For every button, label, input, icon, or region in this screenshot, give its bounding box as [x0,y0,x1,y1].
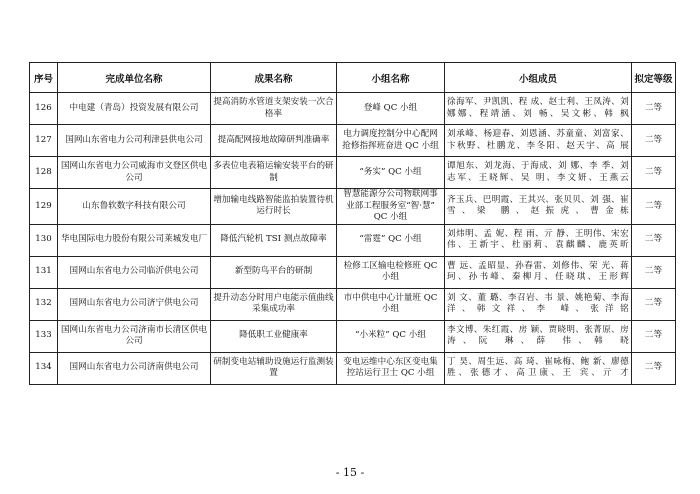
cell-unit: 华电国际电力股份有限公司莱城发电厂 [58,224,211,256]
cell-grade: 二等 [632,256,676,288]
cell-project: 提升动态分时用户电能示值曲线采集成功率 [211,288,337,320]
header-group: 小组名称 [337,63,445,93]
cell-unit: 国网山东省电力公司利津县供电公司 [58,125,211,157]
cell-grade: 二等 [632,320,676,352]
table-row [30,93,676,125]
cell-members: 丁 昊、周生远、高 琦、崔咏梅、鲍 新、廖德胜、张德才、高卫康、王 宾、亓 才 [445,352,632,384]
cell-group: 电力调度控制分中心配网抢修指挥班奋进 QC 小组 [337,125,445,157]
cell-grade: 二等 [632,224,676,256]
cell-grade: 二等 [632,157,676,189]
cell-unit: 中电建（青岛）投资发展有限公司 [58,93,211,125]
cell-unit: 山东鲁软数字科技有限公司 [58,189,211,225]
table-row [30,320,676,352]
cell-project: 提高配网接地故障研判准确率 [211,125,337,157]
cell-members: 刘炜明、孟 妮、程 雨、亓 静、王明伟、宋宏伟、王新宇、杜丽莉、袁麒麟、鹿英昕 [445,224,632,256]
cell-group: 市中供电中心计量班 QC 小组 [337,288,445,320]
cell-unit: 国网山东省电力公司济宁供电公司 [58,288,211,320]
cell-num: 134 [30,352,58,384]
table-row [30,157,676,189]
cell-project: 降低职工业健康率 [211,320,337,352]
cell-project: 多表位电表箱运输安装平台的研制 [211,157,337,189]
header-unit: 完成单位名称 [58,63,211,93]
cell-project: 增加输电线路智能监拍装置待机运行时长 [211,189,337,225]
table-row [30,125,676,157]
cell-group: “小米粒” QC 小组 [337,320,445,352]
cell-num: 129 [30,189,58,225]
cell-group: “雷霆” QC 小组 [337,224,445,256]
table-row [30,224,676,256]
table-row [30,352,676,384]
cell-group: 智慧能源分公司物联网事业部工程服务室“智·慧” QC 小组 [337,189,445,225]
page-number: - 15 - [335,466,365,479]
header-members: 小组成员 [445,63,632,93]
cell-group: “务实” QC 小组 [337,157,445,189]
cell-num: 131 [30,256,58,288]
cell-project: 提高消防水管道支架安装一次合格率 [211,93,337,125]
cell-num: 128 [30,157,58,189]
cell-num: 133 [30,320,58,352]
cell-members: 徐海军、尹凯凯、程 成、赵士利、王凤涛、刘娜娜、程靖涵、刘 畅、吴文彬、韩 枫 [445,93,632,125]
header-project: 成果名称 [211,63,337,93]
cell-members: 齐玉兵、巴明霞、王其兴、张贝贝、刘 强、崔 雪、梁 鹏、赵振虎、曹金栋 [445,189,632,225]
cell-project: 新型防鸟平台的研制 [211,256,337,288]
cell-num: 132 [30,288,58,320]
header-grade: 拟定等级 [632,63,676,93]
table-row [30,189,676,225]
header-num: 序号 [30,63,58,93]
cell-group: 变电运维中心东区变电集控站运行卫士 QC 小组 [337,352,445,384]
cell-num: 130 [30,224,58,256]
cell-group: 登峰 QC 小组 [337,93,445,125]
table-row [30,256,676,288]
table-header-row [30,63,676,93]
cell-members: 曹 远、孟昭显、孙春雷、刘修伟、荣 光、蒋 珂、孙书峰、秦柳月、任晓琪、王形辉 [445,256,632,288]
cell-grade: 二等 [632,352,676,384]
cell-group: 检修工区输电检修班 QC 小组 [337,256,445,288]
cell-num: 126 [30,93,58,125]
cell-num: 127 [30,125,58,157]
cell-grade: 二等 [632,189,676,225]
cell-grade: 二等 [632,93,676,125]
award-table [29,62,676,385]
cell-grade: 二等 [632,125,676,157]
cell-project: 研制变电站辅助设施运行监测装置 [211,352,337,384]
table-row [30,288,676,320]
table-body [30,93,676,385]
cell-members: 谭旭东、刘龙海、于海成、刘 娜、李 季、刘志军、王晓辉、吴 明、李文妍、王燕云 [445,157,632,189]
cell-members: 刘 文、董 璐、李召岩、韦 景、姚艳菊、李海洋、韩文祥、李 峰、张洋铭 [445,288,632,320]
cell-members: 刘承峰、杨迎春、刘恩涵、苏童童、刘富家、卞秋野、杜鹏龙、李冬阳、赵天宇、高 展 [445,125,632,157]
cell-unit: 国网山东省电力公司济南市长清区供电公司 [58,320,211,352]
cell-members: 李文博、朱红霞、房 颖、贾晓明、张菁原、房 涛、阮 琳、薛 伟、韩 晓 [445,320,632,352]
cell-unit: 国网山东省电力公司临沂供电公司 [58,256,211,288]
cell-unit: 国网山东省电力公司济南供电公司 [58,352,211,384]
cell-grade: 二等 [632,288,676,320]
cell-project: 降低汽轮机 TSI 测点故障率 [211,224,337,256]
cell-unit: 国网山东省电力公司威海市文登区供电公司 [58,157,211,189]
